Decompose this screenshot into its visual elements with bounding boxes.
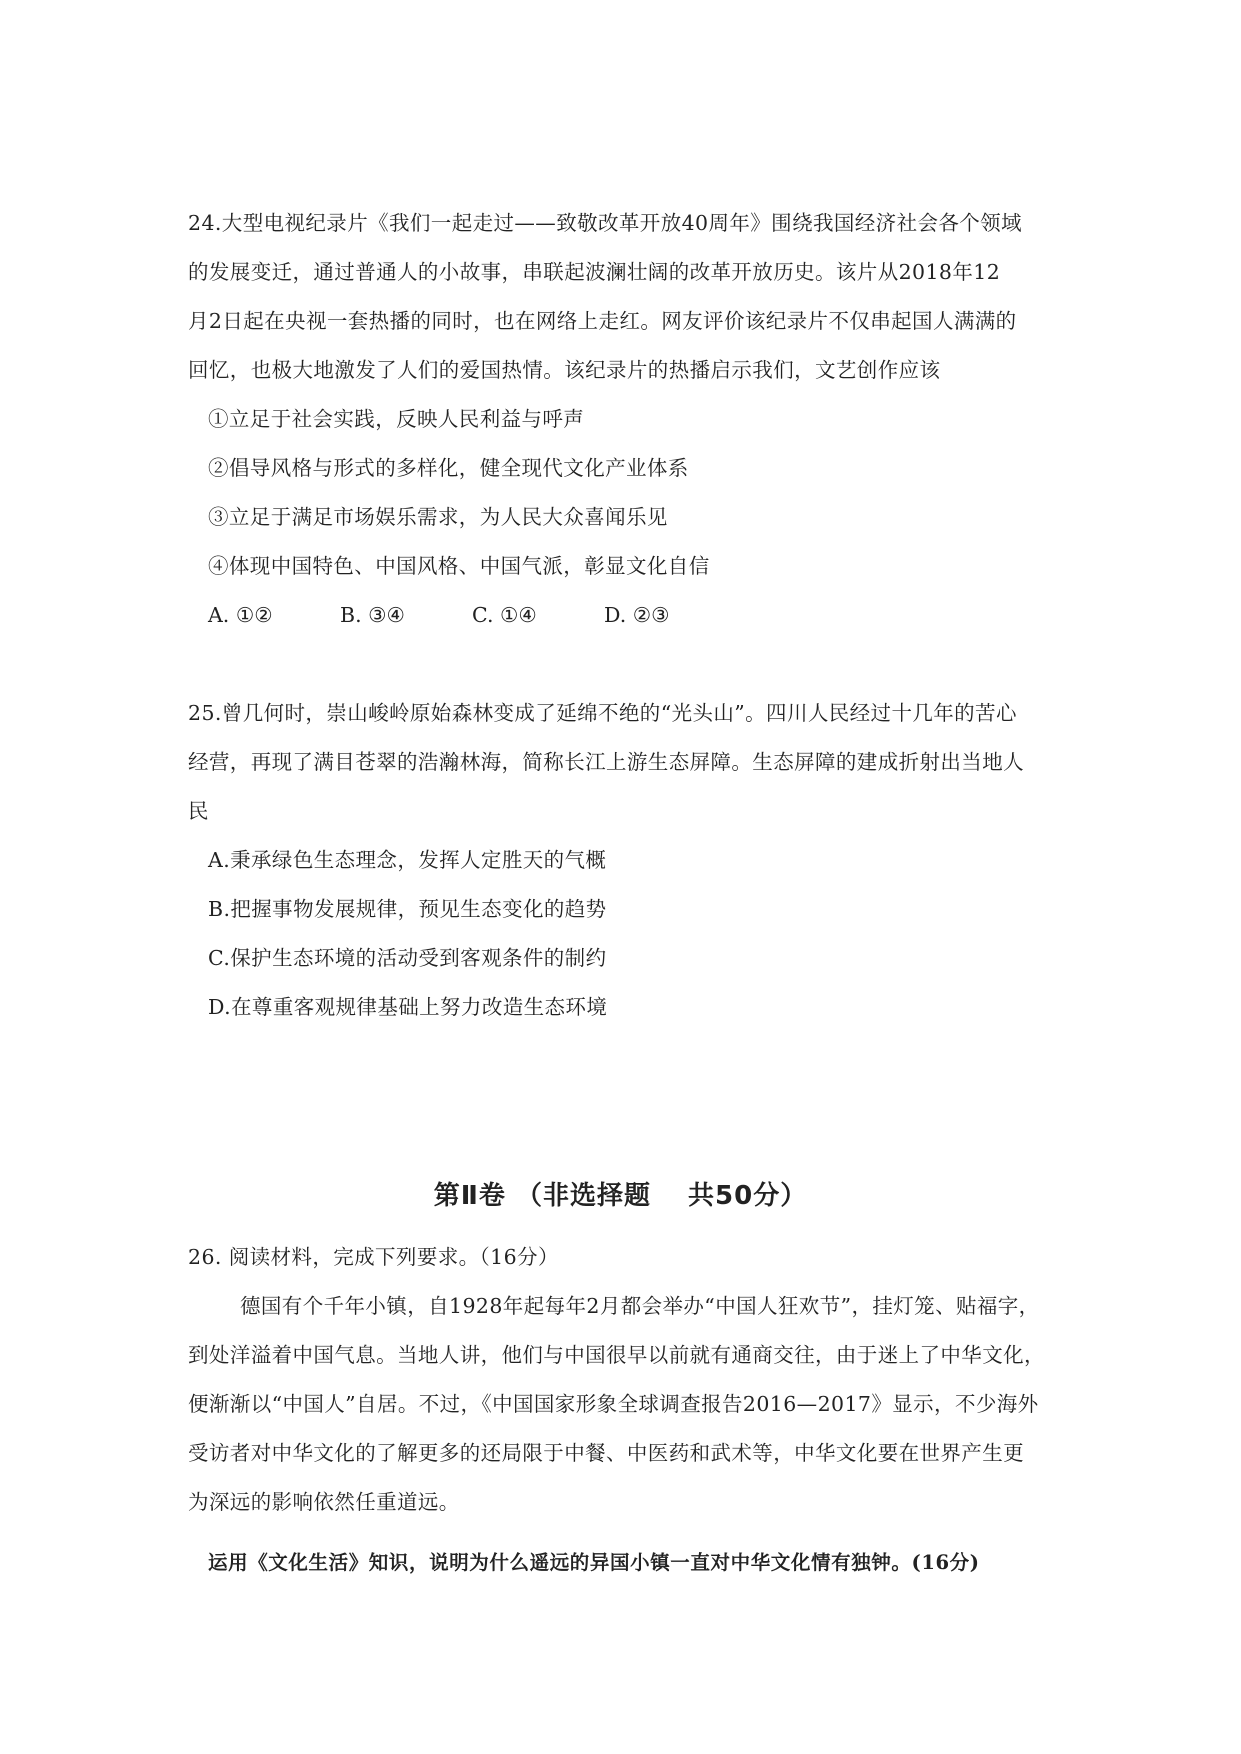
q26-intro: 26. 阅读材料，完成下列要求。（16分） [188, 1245, 559, 1269]
q25-line-1: 25.曾几何时，崇山峻岭原始森林变成了延绵不绝的“光头山”。四川人民经过十几年的苦心 [188, 701, 1017, 725]
q24-item-2: ②倡导风格与形式的多样化，健全现代文化产业体系 [208, 456, 689, 480]
q26-material-line-5: 为深远的影响依然任重道远。 [188, 1490, 460, 1514]
q26-material-line-2: 到处洋溢着中国气息。当地人讲，他们与中国很早以前就有通商交往，由于迷上了中华文化， [188, 1343, 1045, 1367]
q24-option-d: D. ②③ [604, 603, 670, 627]
q24-line-3: 月2日起在央视一套热播的同时，也在网络上走红。网友评价该纪录片不仅串起国人满满的 [188, 309, 1017, 333]
q26-material-line-1: 德国有个千年小镇，自1928年起每年2月都会举办“中国人狂欢节”，挂灯笼、贴福字， [240, 1294, 1040, 1318]
q24-item-1: ①立足于社会实践，反映人民利益与呼声 [208, 407, 585, 431]
q26-material-line-3: 便渐渐以“中国人”自居。不过，《中国国家形象全球调查报告2016—2017》显示，不少海外 [188, 1392, 1039, 1416]
q24-option-c: C. ①④ [472, 603, 537, 627]
q25-line-2: 经营，再现了满目苍翠的浩瀚林海，简称长江上游生态屏障。生态屏障的建成折射出当地人 [188, 750, 1024, 774]
q24-item-4: ④体现中国特色、中国风格、中国气派，彰显文化自信 [208, 554, 710, 578]
q25-line-3: 民 [188, 799, 209, 823]
q25-option-d: D.在尊重客观规律基础上努力改造生态环境 [208, 995, 608, 1019]
section-heading: 第Ⅱ卷 （非选择题 共50分） [433, 1181, 808, 1211]
q24-line-1: 24.大型电视纪录片《我们一起走过——致敬改革开放40周年》围绕我国经济社会各个领域 [188, 211, 1022, 235]
q25-option-b: B.把握事物发展规律，预见生态变化的趋势 [208, 897, 607, 921]
q25-option-a: A.秉承绿色生态理念，发挥人定胜天的气概 [208, 848, 607, 872]
q25-option-c: C.保护生态环境的活动受到客观条件的制约 [208, 946, 607, 970]
q24-item-3: ③立足于满足市场娱乐需求，为人民大众喜闻乐见 [208, 505, 668, 529]
q24-option-b: B. ③④ [340, 603, 405, 627]
q26-question: 运用《文化生活》知识，说明为什么遥远的异国小镇一直对中华文化情有独钟。(16分) [208, 1551, 980, 1574]
q24-option-a: A. ①② [208, 603, 273, 627]
q26-material-line-4: 受访者对中华文化的了解更多的还局限于中餐、中医药和武术等，中华文化要在世界产生更 [188, 1441, 1024, 1465]
q24-line-2: 的发展变迁，通过普通人的小故事，串联起波澜壮阔的改革开放历史。该片从2018年12 [188, 260, 1001, 284]
q24-line-4: 回忆，也极大地激发了人们的爱国热情。该纪录片的热播启示我们，文艺创作应该 [188, 358, 941, 382]
